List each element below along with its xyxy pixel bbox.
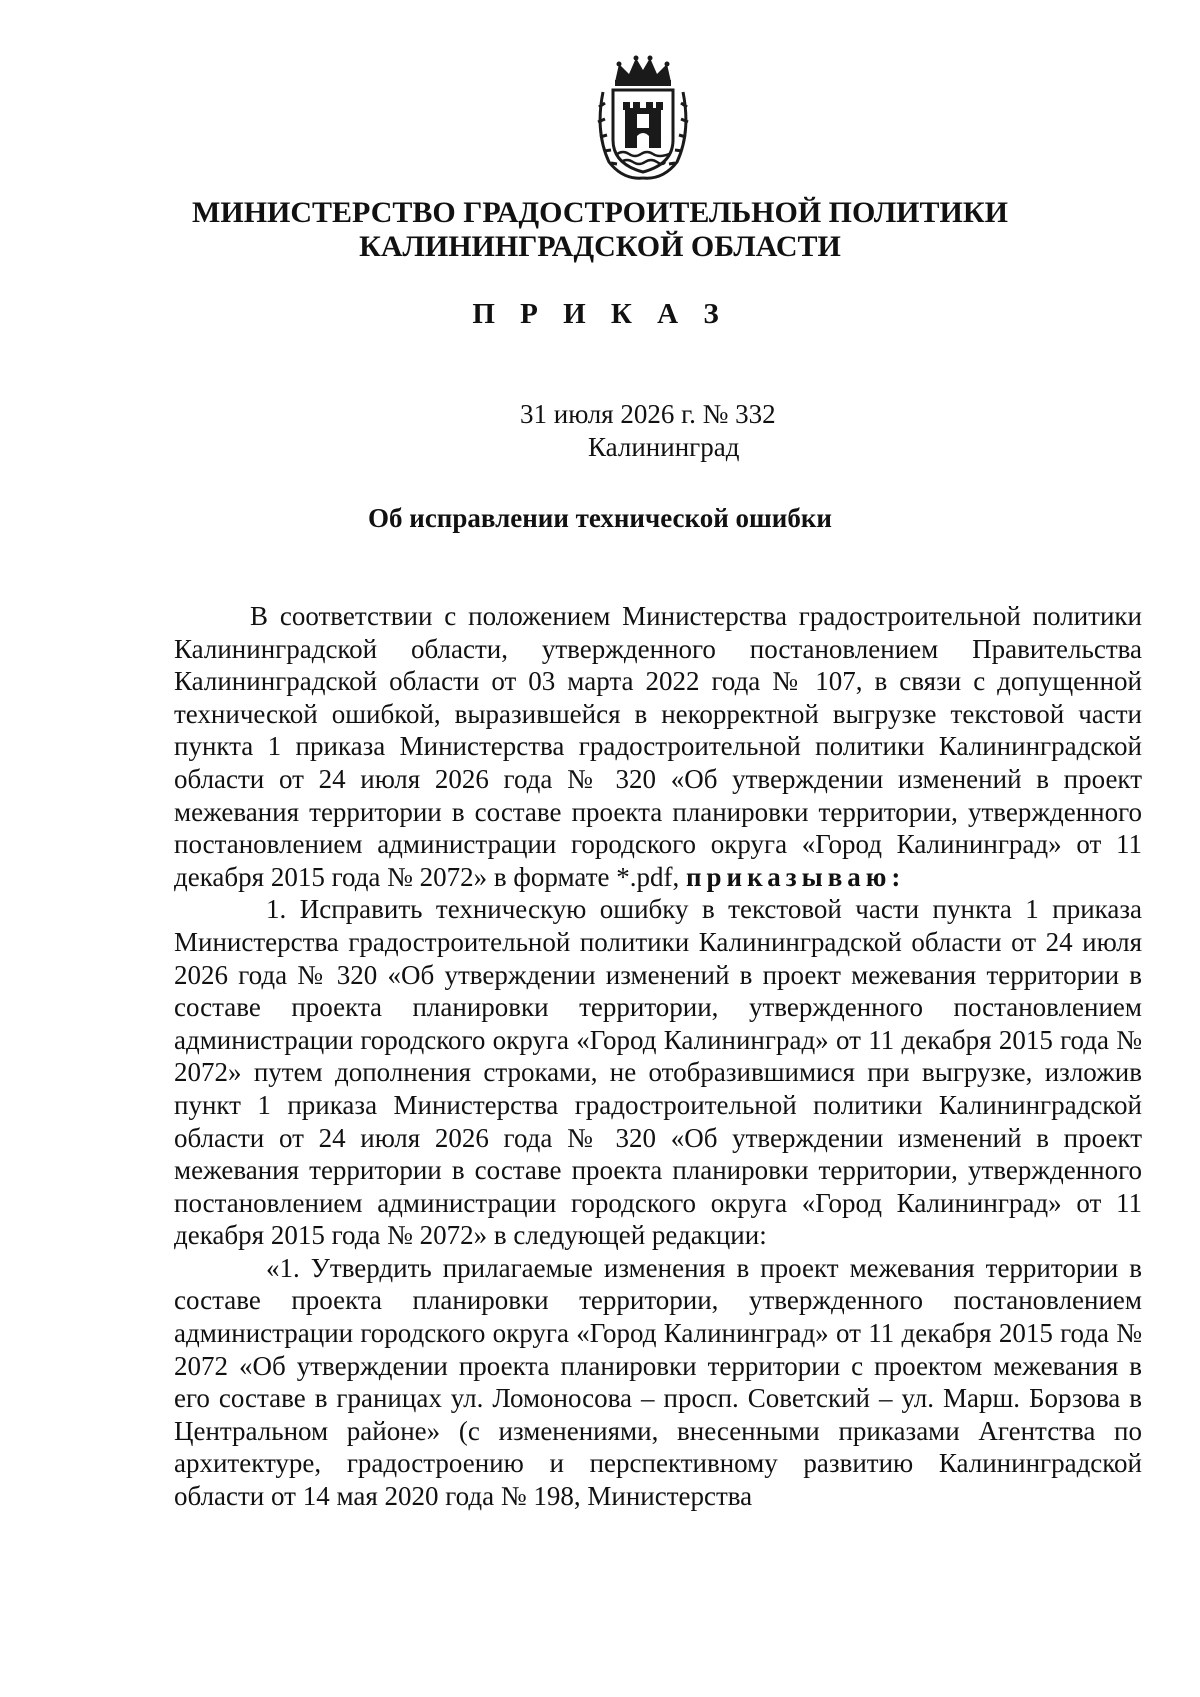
document-subject: Об исправлении технической ошибки — [368, 503, 832, 533]
ministry-line-1: МИНИСТЕРСТВО ГРАДОСТРОИТЕЛЬНОЙ ПОЛИТИКИ — [192, 196, 1008, 229]
ministry-name — [170, 196, 1030, 264]
quoted-item-1-paragraph: «1. Утвердить прилагаемые изменения в проект межевания территории в составе проекта планировки территории, утвержденного постановлением администрации городского округа «Город Калининград» от 11 декабря 2015 года № 2072 «Об утверждении проекта планировки территории с проектом межевания в его составе в границах ул. Ломоносова – просп. Советский – ул. Марш. Борзова в Центральном районе» (с изменениями, внесенными приказами Агентства по архитектуре, градостроению и перспективному развитию Калининградской области от 14 мая 2020 года № 198, Министерства — [174, 1252, 1142, 1512]
document-type: П Р И К А З — [472, 298, 728, 330]
ministry-line-2: КАЛИНИНГРАДСКОЙ ОБЛАСТИ — [359, 230, 841, 263]
city: Калининград — [588, 432, 740, 462]
decree-word: приказываю: — [685, 861, 906, 892]
item-1-paragraph: 1. Исправить техническую ошибку в текстовой части пункта 1 приказа Министерства градостроительной политики Калининградской области от 24 июля 2026 года № 320 «Об утверждении изменений в проект межевания территории в составе проекта планировки территории, утвержденного постановлением администрации городского округа «Город Калининград» от 11 декабря 2015 года № 2072» путем дополнения строками, не отобразившимися при выгрузке, изложив пункт 1 приказа Министерства градостроительной политики Калининградской области от 24 июля 2026 года № 320 «Об утверждении изменений в проект межевания территории в составе проекта планировки территории, утвержденного постановлением администрации городского округа «Город Калининград» от 11 декабря 2015 года № 2072» в следующей редакции: — [174, 894, 1142, 1251]
document-body — [174, 600, 1142, 1513]
preamble-paragraph — [174, 600, 1142, 893]
coat-of-arms-icon — [593, 52, 693, 182]
date-and-number: 31 июля 2026 г. № 332 — [520, 399, 776, 429]
preamble-text: В соответствии с положением Министерства градостроительной политики Калининградской области, утвержденного постановлением Правительства Калининградской области от 03 марта 2022 года № 107, в связи с допущенной технической ошибкой, выразившейся в некорректной выгрузке текстовой части пункта 1 приказа Министерства градостроительной политики Калининградской области от 24 июля 2026 года № 320 «Об утверждении изменений в проект межевания территории в составе проекта планировки территории, утвержденного постановлением администрации городского округа «Город Калининград» от 11 декабря 2015 года № 2072» в формате *.pdf, — [174, 601, 1142, 892]
